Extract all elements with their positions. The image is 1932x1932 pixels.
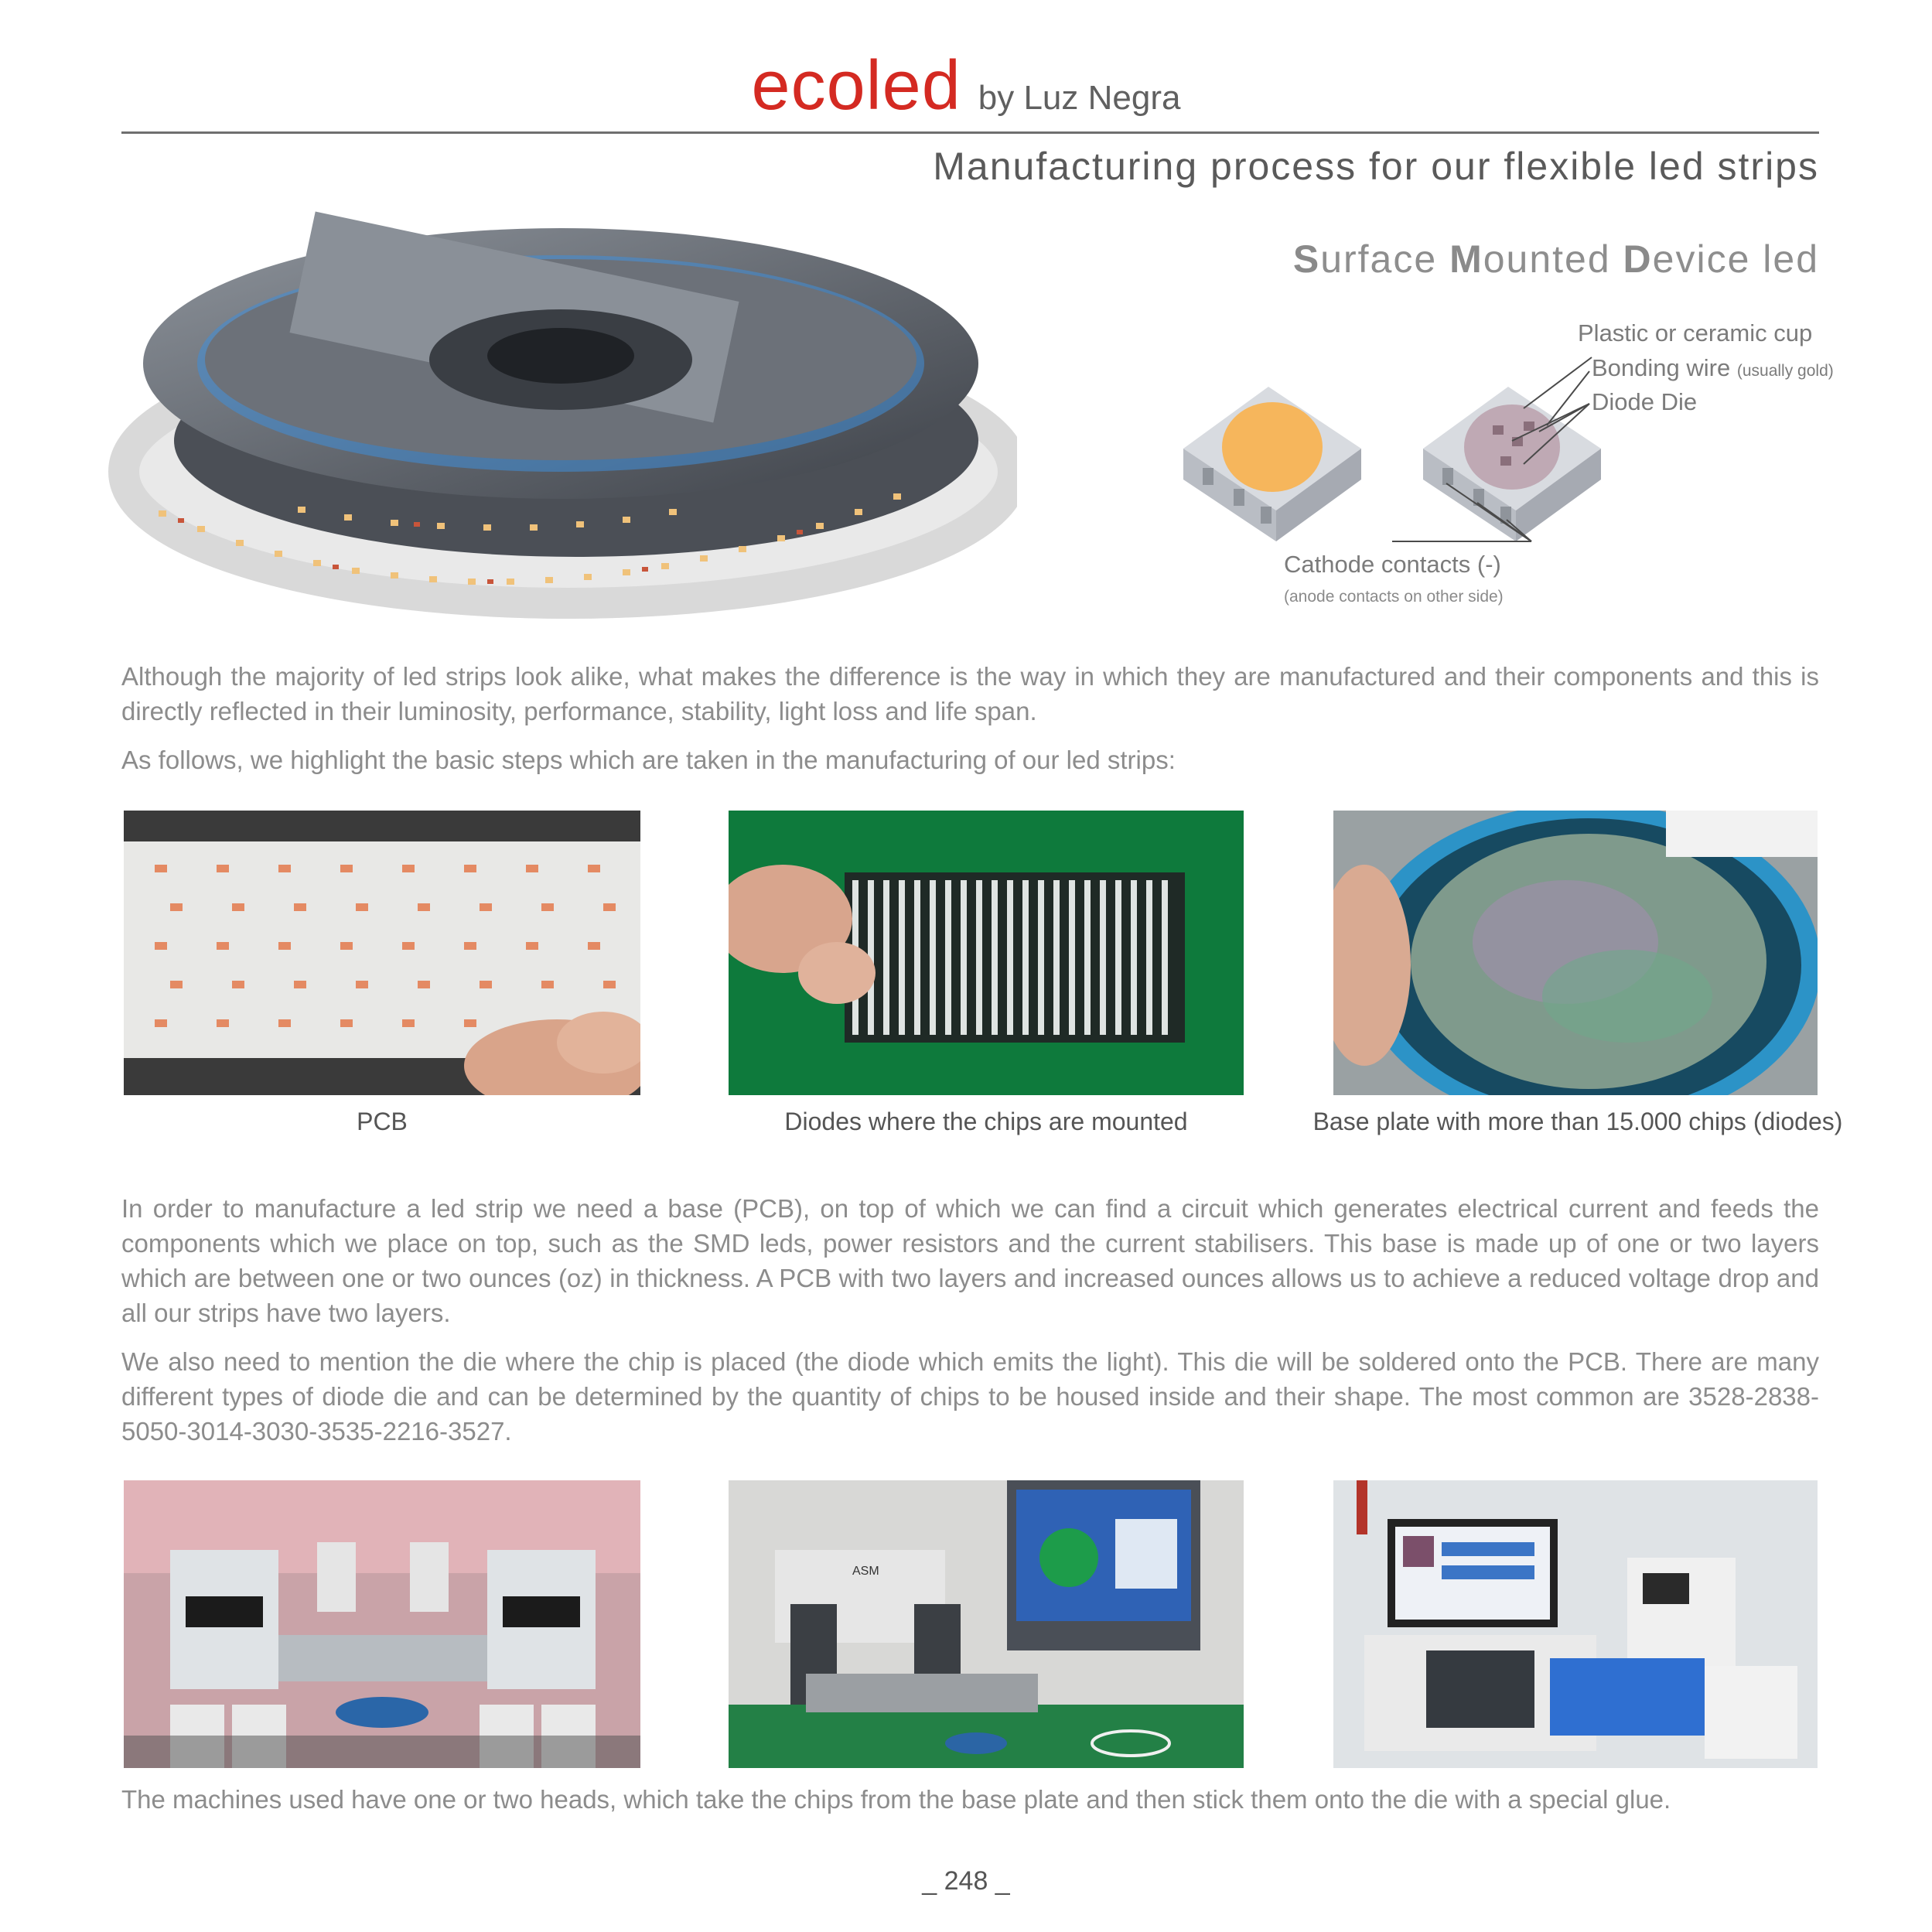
- smd-title-part-2: ounted: [1483, 237, 1623, 281]
- caption-pcb: PCB: [357, 1108, 408, 1135]
- page-number: _ 248 _: [922, 1866, 1010, 1896]
- smd-led-front-illustration: [1183, 387, 1361, 541]
- header-rule: [121, 131, 1819, 134]
- brand-header: [0, 46, 1932, 126]
- intro-paragraph-1: Although the majority of led strips look alike, what makes the difference is the way in which they are manufactured and their components and this is directly reflected in their luminosity, performance, stability, light loss and life span.: [121, 662, 1819, 725]
- diodes-photo: [729, 811, 1244, 1095]
- brand-byline: by Luz Negra: [978, 79, 1181, 117]
- body-paragraph-2: We also need to mention the die where the chip is placed (the diode which emits the light). This die will be soldered onto the PCB. There are many different types of diode die and can be determined by the quantity of chips to be housed inside and their shape. The most common are 3528-2838-5050-3014-3030-3535-2216-3527.: [121, 1347, 1819, 1446]
- intro-text: [121, 659, 1819, 777]
- label-anode-note: (anode contacts on other side): [1284, 588, 1504, 606]
- asm-machine-label: ASM: [852, 1565, 879, 1578]
- machine-photo-2: [729, 1480, 1244, 1768]
- smd-led-internal-illustration: [1423, 387, 1601, 541]
- base-plate-photo: [1333, 811, 1818, 1095]
- smd-title-part-1: urface: [1320, 237, 1450, 281]
- caption-diodes: Diodes where the chips are mounted: [784, 1108, 1188, 1135]
- label-cup: Plastic or ceramic cup: [1578, 319, 1813, 346]
- smd-title-initial-s: S: [1292, 237, 1321, 281]
- machine-photo-1: [124, 1480, 640, 1768]
- machine-photo-3: [1333, 1480, 1818, 1768]
- label-cathode: Cathode contacts (-): [1284, 551, 1501, 578]
- label-diode-die: Diode Die: [1592, 388, 1698, 415]
- caption-base-plate: Base plate with more than 15.000 chips (diodes): [1312, 1108, 1843, 1135]
- smd-title-initial-m: M: [1449, 237, 1483, 281]
- closing-text: The machines used have one or two heads, which take the chips from the base plate and then stick them onto the die with a special glue.: [121, 1785, 1671, 1814]
- smd-title-initial-d: D: [1623, 237, 1653, 281]
- brand-logo-text: ecoled: [751, 47, 961, 125]
- smd-title: [1293, 237, 1819, 282]
- smd-title-part-3: evice led: [1652, 237, 1819, 281]
- label-bonding-note: (usually gold): [1736, 362, 1834, 380]
- body-text: [121, 1191, 1819, 1449]
- label-bonding-wire: [1592, 354, 1834, 382]
- label-bonding-text: Bonding wire: [1592, 354, 1731, 381]
- intro-paragraph-2: As follows, we highlight the basic steps which are taken in the manufacturing of our led strips:: [121, 746, 1176, 774]
- body-paragraph-1: In order to manufacture a led strip we need a base (PCB), on top of which we can find a circuit which generates electrical current and feeds the components which we place on top, such as the SMD leds, power resistors and the current stabilisers. This base is made up of one or two layers which are between one or two ounces (oz) in thickness. A PCB with two layers and increased ounces allows us to achieve a reduced voltage drop and all our strips have two layers.: [121, 1194, 1819, 1327]
- page-title: Manufacturing process for our flexible led strips: [933, 145, 1819, 188]
- led-reel-image: [66, 186, 1017, 626]
- pcb-photo: [124, 811, 640, 1095]
